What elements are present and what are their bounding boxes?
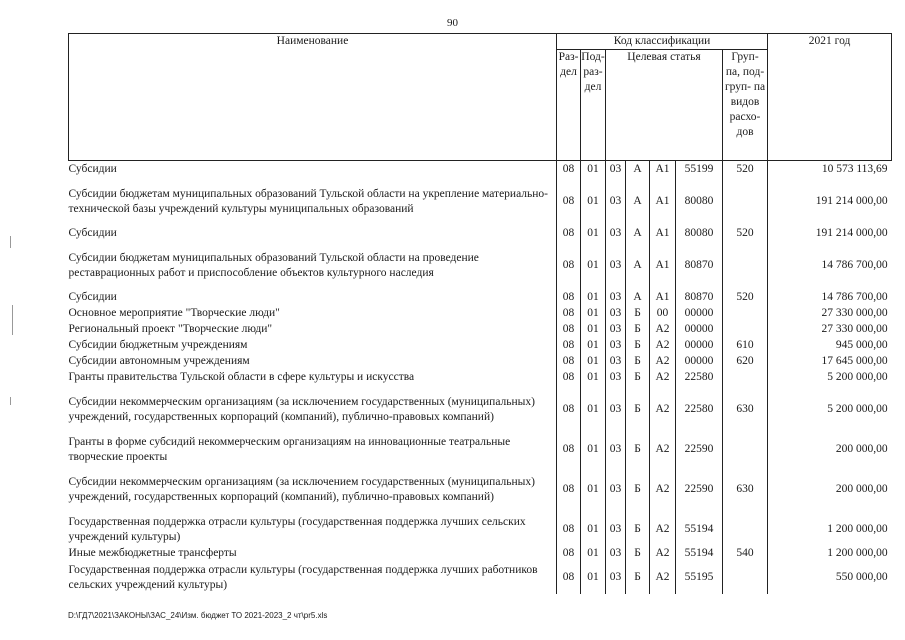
row-target-program: 03 (606, 354, 626, 370)
row-target-program: 03 (606, 434, 626, 466)
row-name: Основное мероприятие "Творческие люди" (69, 306, 557, 322)
row-target-direction: 22580 (676, 370, 723, 386)
row-target-program: 03 (606, 338, 626, 354)
row-name: Субсидии бюджетам муниципальных образований Тульской области на проведение реставрационных работ и приспособление объектов культурного наследия (69, 243, 557, 289)
row-target-program: 03 (606, 179, 626, 225)
scan-edge-mark (10, 236, 11, 248)
row-expense-group (723, 306, 768, 322)
row-razdel: 08 (557, 386, 581, 434)
header-year: 2021 год (768, 34, 892, 161)
row-target-program: 03 (606, 289, 626, 306)
row-target-event: А2 (650, 546, 676, 562)
row-razdel: 08 (557, 306, 581, 322)
row-target-event: А1 (650, 289, 676, 306)
row-amount: 14 786 700,00 (768, 243, 892, 289)
row-target-program: 03 (606, 306, 626, 322)
row-podrazdel: 01 (581, 289, 606, 306)
row-amount: 14 786 700,00 (768, 289, 892, 306)
table-row (69, 514, 892, 546)
row-amount: 5 200 000,00 (768, 386, 892, 434)
row-podrazdel: 01 (581, 225, 606, 243)
row-target-direction: 00000 (676, 306, 723, 322)
row-expense-group: 520 (723, 289, 768, 306)
row-target-direction: 00000 (676, 338, 723, 354)
row-razdel: 08 (557, 434, 581, 466)
row-target-program: 03 (606, 514, 626, 546)
row-expense-group: 520 (723, 161, 768, 179)
row-target-subprogram: Б (626, 514, 650, 546)
row-podrazdel: 01 (581, 466, 606, 514)
row-expense-group (723, 370, 768, 386)
row-amount: 27 330 000,00 (768, 306, 892, 322)
row-podrazdel: 01 (581, 386, 606, 434)
row-razdel: 08 (557, 289, 581, 306)
row-name: Гранты в форме субсидий некоммерческим организациям на инновационные театральные творческие проекты (69, 434, 557, 466)
row-expense-group (723, 514, 768, 546)
table-row (69, 354, 892, 370)
row-target-program: 03 (606, 546, 626, 562)
table-row (69, 466, 892, 514)
row-expense-group (723, 179, 768, 225)
header-target-article: Целевая статья (606, 50, 723, 161)
row-name: Субсидии (69, 289, 557, 306)
row-target-subprogram: А (626, 243, 650, 289)
row-amount: 1 200 000,00 (768, 514, 892, 546)
row-target-event: А2 (650, 562, 676, 594)
row-expense-group: 610 (723, 338, 768, 354)
row-target-subprogram: Б (626, 338, 650, 354)
row-podrazdel: 01 (581, 434, 606, 466)
row-target-subprogram: Б (626, 546, 650, 562)
row-target-subprogram: Б (626, 370, 650, 386)
row-target-event: А1 (650, 179, 676, 225)
row-podrazdel: 01 (581, 562, 606, 594)
row-razdel: 08 (557, 546, 581, 562)
row-target-direction: 00000 (676, 354, 723, 370)
row-target-subprogram: Б (626, 434, 650, 466)
row-target-subprogram: Б (626, 306, 650, 322)
table-row (69, 161, 892, 179)
row-target-subprogram: Б (626, 354, 650, 370)
row-target-program: 03 (606, 225, 626, 243)
row-razdel: 08 (557, 322, 581, 338)
header-classification: Код классификации (557, 34, 768, 50)
row-target-direction: 80080 (676, 225, 723, 243)
row-target-direction: 22590 (676, 434, 723, 466)
page-number: 90 (447, 17, 458, 29)
row-amount: 191 214 000,00 (768, 179, 892, 225)
row-name: Региональный проект "Творческие люди" (69, 322, 557, 338)
row-target-direction: 55194 (676, 514, 723, 546)
row-amount: 945 000,00 (768, 338, 892, 354)
row-name: Иные межбюджетные трансферты (69, 546, 557, 562)
row-expense-group (723, 562, 768, 594)
file-path-footer: D:\ГД7\2021\ЗАКОНЫ\ЗАС_24\Изм. бюджет ТО 2021-2023_2 чт\pr5.xls (68, 611, 328, 620)
row-target-direction: 22580 (676, 386, 723, 434)
header-podrazdel: Под- раз- дел (581, 50, 606, 161)
row-podrazdel: 01 (581, 514, 606, 546)
row-target-event: А1 (650, 161, 676, 179)
row-razdel: 08 (557, 370, 581, 386)
header-razdel: Раз- дел (557, 50, 581, 161)
row-podrazdel: 01 (581, 338, 606, 354)
row-target-event: А1 (650, 243, 676, 289)
header-name: Наименование (69, 34, 557, 161)
row-target-event: А2 (650, 386, 676, 434)
row-target-event: А2 (650, 434, 676, 466)
row-target-direction: 55194 (676, 546, 723, 562)
row-expense-group: 630 (723, 386, 768, 434)
row-name: Субсидии бюджетным учреждениям (69, 338, 557, 354)
row-razdel: 08 (557, 243, 581, 289)
row-expense-group: 540 (723, 546, 768, 562)
table-row (69, 289, 892, 306)
row-target-subprogram: Б (626, 466, 650, 514)
row-amount: 10 573 113,69 (768, 161, 892, 179)
row-amount: 191 214 000,00 (768, 225, 892, 243)
row-amount: 1 200 000,00 (768, 546, 892, 562)
scan-edge-mark (12, 305, 13, 335)
table-row (69, 370, 892, 386)
row-amount: 200 000,00 (768, 466, 892, 514)
row-podrazdel: 01 (581, 161, 606, 179)
row-target-event: А2 (650, 466, 676, 514)
row-target-event: А2 (650, 338, 676, 354)
row-target-program: 03 (606, 243, 626, 289)
row-name: Субсидии бюджетам муниципальных образований Тульской области на укрепление материально-технической базы учреждений культуры муниципальных образований (69, 179, 557, 225)
row-razdel: 08 (557, 354, 581, 370)
table-row (69, 306, 892, 322)
row-target-event: А2 (650, 354, 676, 370)
row-target-subprogram: А (626, 225, 650, 243)
table-row (69, 562, 892, 594)
table-row (69, 225, 892, 243)
row-target-event: А1 (650, 225, 676, 243)
row-podrazdel: 01 (581, 243, 606, 289)
row-amount: 550 000,00 (768, 562, 892, 594)
row-razdel: 08 (557, 161, 581, 179)
row-podrazdel: 01 (581, 546, 606, 562)
row-target-program: 03 (606, 322, 626, 338)
row-expense-group (723, 243, 768, 289)
row-podrazdel: 01 (581, 354, 606, 370)
row-target-event: А2 (650, 514, 676, 546)
row-expense-group: 520 (723, 225, 768, 243)
row-name: Государственная поддержка отрасли культуры (государственная поддержка лучших сельских учреждений культуры) (69, 514, 557, 546)
row-target-event: А2 (650, 322, 676, 338)
row-name: Субсидии (69, 161, 557, 179)
row-target-direction: 55199 (676, 161, 723, 179)
row-target-subprogram: Б (626, 562, 650, 594)
row-name: Субсидии некоммерческим организациям (за исключением государственных (муниципальных) учреждений, государственных корпораций (компаний), публично-правовых компаний) (69, 466, 557, 514)
row-razdel: 08 (557, 225, 581, 243)
row-target-direction: 00000 (676, 322, 723, 338)
row-name: Субсидии некоммерческим организациям (за исключением государственных (муниципальных) учреждений, государственных корпораций (компаний), публично-правовых компаний) (69, 386, 557, 434)
row-target-program: 03 (606, 370, 626, 386)
row-name: Субсидии автономным учреждениям (69, 354, 557, 370)
table-row (69, 386, 892, 434)
row-name: Гранты правительства Тульской области в сфере культуры и искусства (69, 370, 557, 386)
table-row (69, 179, 892, 225)
row-razdel: 08 (557, 466, 581, 514)
table-row (69, 322, 892, 338)
scan-edge-mark (10, 397, 11, 405)
budget-table (68, 33, 892, 594)
row-razdel: 08 (557, 338, 581, 354)
row-podrazdel: 01 (581, 322, 606, 338)
table-row (69, 546, 892, 562)
row-target-direction: 55195 (676, 562, 723, 594)
row-expense-group: 620 (723, 354, 768, 370)
row-target-subprogram: Б (626, 386, 650, 434)
row-expense-group (723, 322, 768, 338)
table-row (69, 338, 892, 354)
row-target-event: А2 (650, 370, 676, 386)
row-amount: 200 000,00 (768, 434, 892, 466)
row-amount: 17 645 000,00 (768, 354, 892, 370)
row-name: Субсидии (69, 225, 557, 243)
row-target-program: 03 (606, 161, 626, 179)
row-podrazdel: 01 (581, 306, 606, 322)
header-expense-group: Груп- па, под- груп- па видов расхо- дов (723, 50, 768, 161)
row-podrazdel: 01 (581, 370, 606, 386)
row-target-direction: 22590 (676, 466, 723, 514)
row-razdel: 08 (557, 562, 581, 594)
row-target-event: 00 (650, 306, 676, 322)
row-target-subprogram: А (626, 289, 650, 306)
table-row (69, 243, 892, 289)
row-podrazdel: 01 (581, 179, 606, 225)
row-target-subprogram: А (626, 179, 650, 225)
row-target-program: 03 (606, 562, 626, 594)
row-target-direction: 80080 (676, 179, 723, 225)
row-target-direction: 80870 (676, 289, 723, 306)
row-expense-group (723, 434, 768, 466)
row-target-direction: 80870 (676, 243, 723, 289)
row-razdel: 08 (557, 179, 581, 225)
row-target-program: 03 (606, 386, 626, 434)
row-target-program: 03 (606, 466, 626, 514)
row-expense-group: 630 (723, 466, 768, 514)
row-amount: 27 330 000,00 (768, 322, 892, 338)
row-target-subprogram: А (626, 161, 650, 179)
table-row (69, 434, 892, 466)
row-razdel: 08 (557, 514, 581, 546)
row-target-subprogram: Б (626, 322, 650, 338)
row-amount: 5 200 000,00 (768, 370, 892, 386)
row-name: Государственная поддержка отрасли культуры (государственная поддержка лучших работников сельских учреждений культуры) (69, 562, 557, 594)
